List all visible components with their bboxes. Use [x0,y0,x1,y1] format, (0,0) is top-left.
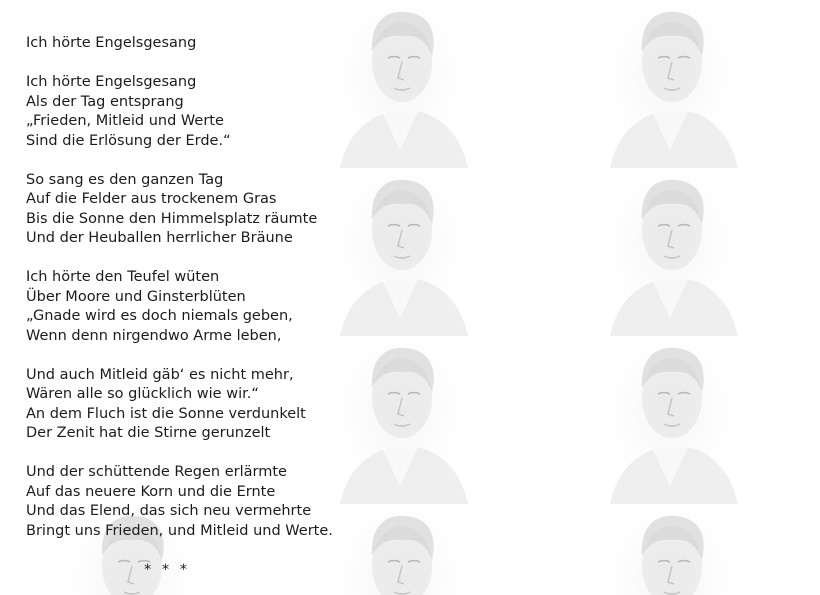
poem-line: Ich hörte Engelsgesang [26,74,197,90]
stanza [26,73,356,151]
poem-line: Der Zenit hat die Stirne gerunzelt [26,425,271,441]
poem-line: Sind die Erlösung der Erde.“ [26,132,231,149]
stanza [26,366,356,444]
poem-line: Und der schüttende Regen erlärmte [26,464,287,480]
stanza [26,463,356,541]
portrait-watermark-icon [600,336,740,504]
poem-line: Über Moore und Ginsterblüten [26,288,246,305]
poem-line: Auf das neuere Korn und die Ernte [26,483,276,500]
portrait-watermark-icon [600,168,740,336]
poem-line: Auf die Felder aus trockenem Gras [26,191,277,207]
poem-line: „Gnade wird es doch niemals geben, [26,308,293,324]
poem-line: Bringt uns Frieden, und Mitleid und Werte. [26,522,333,539]
poem-line: Ich hörte den Teufel wüten [26,269,220,285]
poem-line: An dem Fluch ist die Sonne verdunkelt [26,405,306,422]
poem-line: „Frieden, Mitleid und Werte [26,113,224,129]
poem-line: Wären alle so glücklich wie wir.“ [26,386,259,402]
poem-line: So sang es den ganzen Tag [26,171,224,188]
portrait-watermark-icon [600,504,740,595]
poem-line: Und das Elend, das sich neu vermehrte [26,503,312,519]
poem-line: Als der Tag entsprang [26,93,184,110]
stanza [26,171,356,249]
portrait-watermark-icon [600,0,740,168]
stanza [26,268,356,346]
poem-line: Bis die Sonne den Himmelsplatz räumte [26,210,318,227]
poem-line: Wenn denn nirgendwo Arme leben, [26,327,282,344]
poem [26,34,356,580]
poem-title: Ich hörte Engelsgesang [26,35,197,51]
section-separator: * * * [144,561,190,578]
poem-line: Und auch Mitleid gäb‘ es nicht mehr, [26,366,294,383]
poem-line: Und der Heuballen herrlicher Bräune [26,230,293,246]
